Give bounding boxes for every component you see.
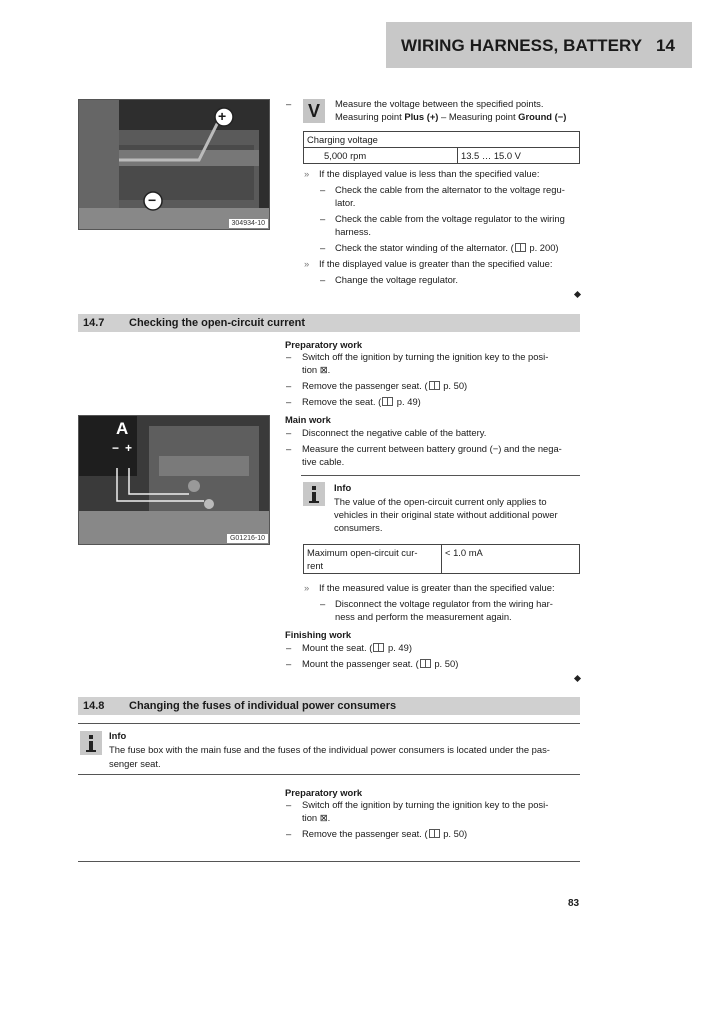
section-title: Changing the fuses of individual power consumers bbox=[129, 700, 397, 712]
prep-item-1-cont: tion ⊠. bbox=[302, 812, 331, 823]
bullet: » bbox=[304, 258, 310, 269]
prep-heading: Preparatory work bbox=[285, 787, 363, 798]
high-voltage-condition: If the displayed value is greater than the specified value: bbox=[319, 258, 553, 269]
check-item-1-cont: lator. bbox=[335, 197, 356, 208]
list-dash: – bbox=[286, 351, 292, 362]
list-dash: – bbox=[286, 380, 292, 391]
info-title: Info bbox=[334, 482, 352, 493]
main-item-2: Measure the current between battery ground (−) and the nega- bbox=[302, 443, 562, 454]
plus-label: + bbox=[125, 441, 133, 455]
ground-point: Ground (−) bbox=[518, 111, 567, 122]
check-item-2-cont: harness. bbox=[335, 226, 371, 237]
info-text-3: consumers. bbox=[334, 522, 383, 533]
check-item-3-ref: p. 200) bbox=[526, 242, 559, 253]
prep-item-3 bbox=[302, 395, 421, 408]
minus-label: − bbox=[112, 441, 120, 455]
finish-item-1-ref: p. 49) bbox=[385, 642, 412, 653]
open-circuit-table bbox=[303, 544, 580, 574]
list-dash: – bbox=[286, 828, 292, 839]
prep-item-3-text: Remove the seat. ( bbox=[302, 396, 382, 407]
measure-instruction: Measure the voltage between the specified points. bbox=[335, 98, 544, 109]
info-text-1: The value of the open-circuit current only applies to bbox=[334, 496, 547, 507]
charging-voltage-rpm: 5,000 rpm bbox=[304, 148, 458, 164]
condition-greater: If the measured value is greater than the specified value: bbox=[319, 582, 555, 593]
main-heading: Main work bbox=[285, 414, 331, 425]
low-voltage-condition: If the displayed value is less than the specified value: bbox=[319, 168, 540, 179]
info-text-1: The fuse box with the main fuse and the fuses of the individual power consumers is located under the pas- bbox=[109, 744, 550, 755]
list-dash: – bbox=[286, 642, 292, 653]
prep-item-2-text: Remove the passenger seat. ( bbox=[302, 828, 428, 839]
list-dash: – bbox=[320, 242, 326, 253]
prep-item-3-ref: p. 49) bbox=[394, 396, 421, 407]
book-icon bbox=[429, 381, 440, 390]
section-bottom-rule bbox=[78, 861, 580, 862]
battery-measurement-photo bbox=[78, 415, 270, 545]
list-dash: – bbox=[320, 274, 326, 285]
list-dash: – bbox=[286, 443, 292, 454]
prep-item-2-ref: p. 50) bbox=[440, 380, 468, 391]
end-marker-icon bbox=[574, 675, 581, 682]
measure-points-mid: – Measuring point bbox=[438, 111, 519, 122]
chapter-title: WIRING HARNESS, BATTERY bbox=[401, 36, 643, 55]
voltmeter-icon: V bbox=[303, 99, 325, 123]
info-text-2: senger seat. bbox=[109, 758, 161, 769]
finish-item-2-ref: p. 50) bbox=[431, 658, 459, 669]
minus-terminal-label: − bbox=[148, 192, 157, 208]
prep-item-2-text: Remove the passenger seat. ( bbox=[302, 380, 428, 391]
book-icon bbox=[515, 243, 526, 252]
battery-photo bbox=[78, 99, 270, 230]
info-icon bbox=[303, 482, 325, 506]
list-dash: – bbox=[286, 427, 292, 438]
charging-voltage-table bbox=[303, 131, 580, 164]
info-top-rule bbox=[78, 723, 580, 724]
open-circuit-label-2: rent bbox=[307, 560, 324, 571]
section-number: 14.7 bbox=[83, 317, 105, 329]
book-icon bbox=[420, 659, 431, 668]
list-dash: – bbox=[286, 98, 292, 109]
prep-item-2-ref: p. 50) bbox=[440, 828, 468, 839]
info-bottom-rule bbox=[78, 774, 580, 775]
prep-item-1-cont: tion ⊠. bbox=[302, 364, 331, 375]
main-item-1: Disconnect the negative cable of the battery. bbox=[302, 427, 487, 438]
prep-item-1: Switch off the ignition by turning the ignition key to the posi- bbox=[302, 799, 549, 810]
figure-label: 304934-10 bbox=[228, 218, 269, 229]
info-text-2: vehicles in their original state without additional power bbox=[334, 509, 558, 520]
figure-label: G01216-10 bbox=[226, 533, 269, 544]
prep-heading: Preparatory work bbox=[285, 339, 363, 350]
check-item-2: Check the cable from the voltage regulator to the wiring bbox=[335, 213, 565, 224]
finish-item-1-text: Mount the seat. ( bbox=[302, 642, 373, 653]
battery-photo-drawing bbox=[79, 100, 269, 229]
finish-item-1 bbox=[302, 641, 412, 654]
finish-item-2-text: Mount the passenger seat. ( bbox=[302, 658, 419, 669]
finish-heading: Finishing work bbox=[285, 629, 352, 640]
bullet: » bbox=[304, 582, 310, 593]
prep-item-1: Switch off the ignition by turning the ignition key to the posi- bbox=[302, 351, 549, 362]
check-item-3 bbox=[335, 241, 559, 254]
check-item-1: Check the cable from the alternator to the voltage regu- bbox=[335, 184, 565, 195]
charging-voltage-value: 13.5 … 15.0 V bbox=[458, 148, 580, 164]
list-dash: – bbox=[320, 184, 326, 195]
main-item-2-cont: tive cable. bbox=[302, 456, 345, 467]
cond-item-1-cont: ness and perform the measurement again. bbox=[335, 611, 512, 622]
section-number: 14.8 bbox=[83, 700, 105, 712]
battery-measurement-drawing bbox=[79, 416, 269, 544]
list-dash: – bbox=[286, 658, 292, 669]
prep-item-2 bbox=[302, 827, 467, 840]
cond-item-1: Disconnect the voltage regulator from the wiring har- bbox=[335, 598, 553, 609]
plus-terminal-label: + bbox=[218, 108, 227, 124]
photo-letter-a: A bbox=[116, 419, 129, 438]
plus-point: Plus (+) bbox=[404, 111, 439, 122]
end-marker-icon bbox=[574, 291, 581, 298]
page-number: 83 bbox=[568, 898, 580, 909]
finish-item-2 bbox=[302, 657, 458, 670]
measure-points-prefix: Measuring point bbox=[335, 111, 405, 122]
info-title: Info bbox=[109, 730, 127, 741]
book-icon bbox=[429, 829, 440, 838]
list-dash: – bbox=[286, 799, 292, 810]
info-top-rule bbox=[301, 475, 580, 476]
measure-points bbox=[335, 110, 566, 123]
open-circuit-value: < 1.0 mA bbox=[442, 545, 580, 574]
info-icon bbox=[80, 731, 102, 755]
prep-item-2 bbox=[302, 379, 467, 392]
list-dash: – bbox=[320, 598, 326, 609]
book-icon bbox=[373, 643, 384, 652]
check-item-3-text: Check the stator winding of the alternator. ( bbox=[335, 242, 514, 253]
open-circuit-label-cell bbox=[304, 545, 442, 574]
bullet: » bbox=[304, 168, 310, 179]
charging-voltage-title: Charging voltage bbox=[304, 132, 580, 148]
list-dash: – bbox=[320, 213, 326, 224]
section-title: Checking the open-circuit current bbox=[129, 317, 306, 329]
list-dash: – bbox=[286, 396, 292, 407]
chapter-number: 14 bbox=[656, 36, 675, 55]
change-regulator-item: Change the voltage regulator. bbox=[335, 274, 459, 285]
open-circuit-label-1: Maximum open-circuit cur- bbox=[307, 547, 418, 558]
book-icon bbox=[382, 397, 393, 406]
